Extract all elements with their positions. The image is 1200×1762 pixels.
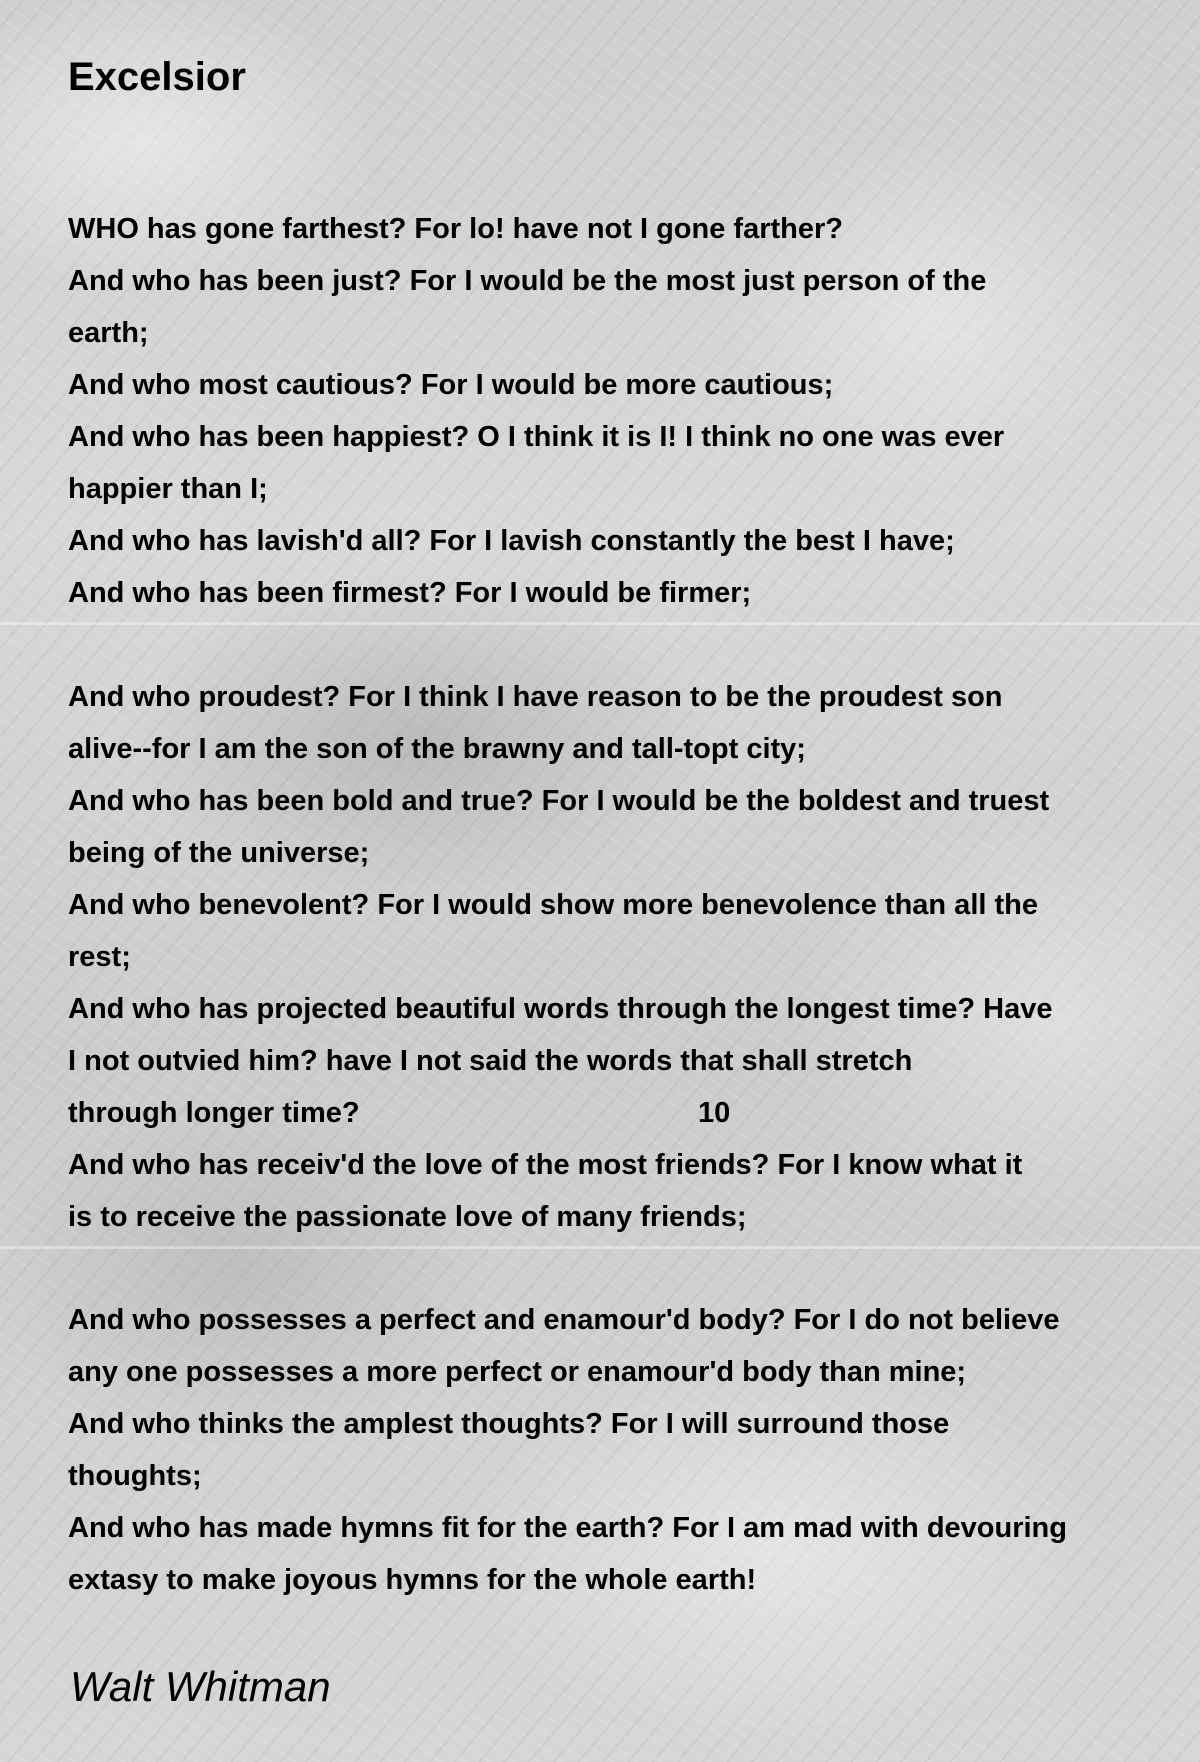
poem-title: Excelsior — [68, 55, 246, 99]
poem-line: And who has projected beautiful words through the longest time? Have — [68, 993, 1053, 1025]
poem-author: Walt Whitman — [70, 1663, 331, 1710]
poem-line: And who has been firmest? For I would be firmer; — [68, 577, 752, 609]
stanza-1 — [68, 203, 1188, 619]
stanza-3 — [68, 1294, 1188, 1606]
poem-line: And who proudest? For I think I have reason to be the proudest son — [68, 681, 1003, 713]
poem-line: And who has lavish'd all? For I lavish constantly the best I have; — [68, 525, 955, 557]
poem-line: And who has been happiest? O I think it is I! I think no one was ever — [68, 421, 1005, 453]
poem-line: being of the universe; — [68, 837, 370, 869]
poem-line: And who benevolent? For I would show more benevolence than all the — [68, 889, 1038, 921]
poem-line: rest; — [68, 941, 131, 973]
poem-line: extasy to make joyous hymns for the whole earth! — [68, 1564, 757, 1596]
poem-line: any one possesses a more perfect or enamour'd body than mine; — [68, 1356, 967, 1388]
poem-line: thoughts; — [68, 1460, 202, 1492]
poem-line: I not outvied him? have I not said the words that shall stretch — [68, 1045, 913, 1077]
poem-line: And who has been bold and true? For I would be the boldest and truest — [68, 785, 1050, 817]
poem-line: And who has receiv'd the love of the most friends? For I know what it — [68, 1149, 1023, 1181]
poem-line: And who has been just? For I would be the most just person of the — [68, 265, 987, 297]
poem-line: And who thinks the amplest thoughts? For I will surround those — [68, 1408, 950, 1440]
poem-line: is to receive the passionate love of many friends; — [68, 1201, 747, 1233]
poem-line: through longer time? 10 — [68, 1097, 731, 1129]
poem-line: And who most cautious? For I would be more cautious; — [68, 369, 834, 401]
background-band-divider — [0, 1246, 1200, 1249]
poem-line: happier than I; — [68, 473, 268, 505]
poem-line: alive--for I am the son of the brawny and tall-topt city; — [68, 733, 806, 765]
stanza-2 — [68, 671, 1188, 1243]
background-band-divider — [0, 622, 1200, 625]
poem-line: WHO has gone farthest? For lo! have not I gone farther? — [68, 213, 843, 245]
poem-line: earth; — [68, 317, 149, 349]
poem-line: And who has made hymns fit for the earth? For I am mad with devouring — [68, 1512, 1067, 1544]
poem-line: And who possesses a perfect and enamour'd body? For I do not believe — [68, 1304, 1060, 1336]
